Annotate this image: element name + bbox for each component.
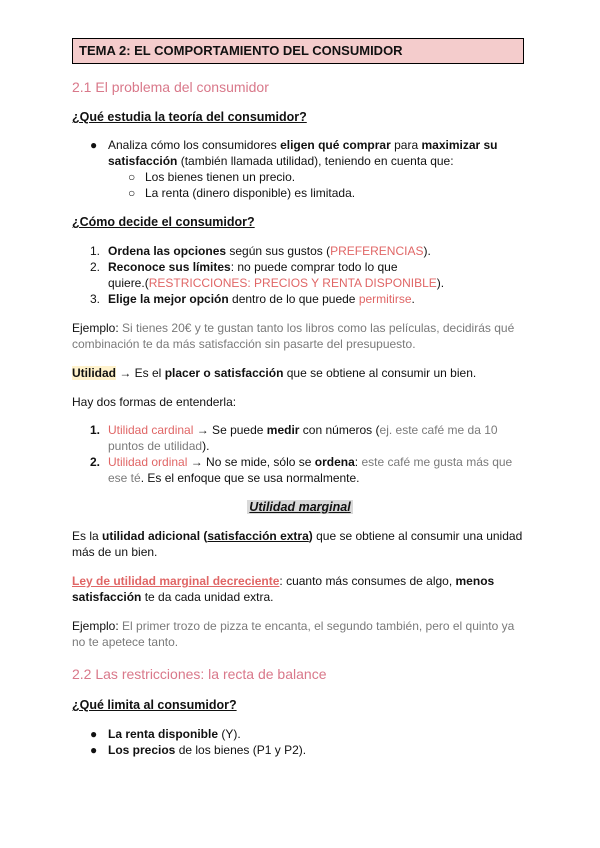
example-2-cont: no te apetece tanto. <box>72 635 179 649</box>
sub-bullet-circle: ○ <box>128 170 136 184</box>
marginal-definition-cont: más de un bien. <box>72 545 158 559</box>
form-item-2-cont: ese té. Es el enfoque que se usa normalmente. <box>108 471 360 485</box>
example-1: Ejemplo: Si tienes 20€ y te gustan tanto los libros como las películas, decidirás qué <box>72 321 515 335</box>
bullet-dot: ● <box>90 743 98 757</box>
question-heading-2: ¿Cómo decide el consumidor? <box>72 215 255 229</box>
list-number: 3. <box>90 292 101 306</box>
bullet-text-1: Analiza cómo los consumidores eligen qué comprar para maximizar su <box>108 138 498 152</box>
utility-definition: Utilidad → Es el placer o satisfacción que se obtiene al consumir un bien. <box>72 366 477 380</box>
bullet-dot: ● <box>90 138 98 152</box>
form-item-1: Utilidad cardinal → Se puede medir con números (ej. este café me da 10 <box>108 423 498 437</box>
restriction-item-2: Los precios de los bienes (P1 y P2). <box>108 743 307 757</box>
ordered-item-3: Elige la mejor opción dentro de lo que puede permitirse. <box>108 292 415 306</box>
marginal-utility-title: Utilidad marginal <box>249 500 351 514</box>
law-marginal-cont: satisfacción te da cada unidad extra. <box>72 590 274 604</box>
doc-title: TEMA 2: EL COMPORTAMIENTO DEL CONSUMIDOR <box>72 38 524 64</box>
ordered-item-2-cont: quiere.(RESTRICCIONES: PRECIOS Y RENTA DISPONIBLE). <box>108 276 445 290</box>
law-marginal: Ley de utilidad marginal decreciente: cuanto más consumes de algo, menos <box>72 574 495 588</box>
ordered-item-1: Ordena las opciones según sus gustos (PREFERENCIAS). <box>108 244 431 258</box>
section-heading-2: 2.2 Las restricciones: la recta de balance <box>72 666 327 682</box>
form-item-1-cont: puntos de utilidad). <box>108 439 210 453</box>
sub-bullet-2: La renta (dinero disponible) es limitada. <box>145 186 356 200</box>
section-heading-1: 2.1 El problema del consumidor <box>72 79 269 95</box>
form-item-2: Utilidad ordinal → No se mide, sólo se ordena: este café me gusta más que <box>108 455 513 469</box>
ordered-item-2: Reconoce sus límites: no puede comprar todo lo que <box>108 260 398 274</box>
marginal-definition: Es la utilidad adicional (satisfacción extra) que se obtiene al consumir una unidad <box>72 529 523 543</box>
forms-intro: Hay dos formas de entenderla: <box>72 395 237 409</box>
restriction-item-1: La renta disponible (Y). <box>108 727 241 741</box>
sub-bullet-circle: ○ <box>128 186 136 200</box>
example-1-cont: combinación te da más satisfacción sin pasarte del presupuesto. <box>72 337 416 351</box>
example-2: Ejemplo: El primer trozo de pizza te encanta, el segundo también, pero el quinto ya <box>72 619 515 633</box>
list-number: 2. <box>90 455 101 469</box>
sub-bullet-1: Los bienes tienen un precio. <box>145 170 296 184</box>
list-number: 1. <box>90 423 101 437</box>
list-number: 2. <box>90 260 101 274</box>
question-heading-3: ¿Qué limita al consumidor? <box>72 698 237 712</box>
bullet-text-1-cont: satisfacción (también llamada utilidad), teniendo en cuenta que: <box>108 154 454 168</box>
bullet-dot: ● <box>90 727 98 741</box>
list-number: 1. <box>90 244 101 258</box>
question-heading-1: ¿Qué estudia la teoría del consumidor? <box>72 110 307 124</box>
